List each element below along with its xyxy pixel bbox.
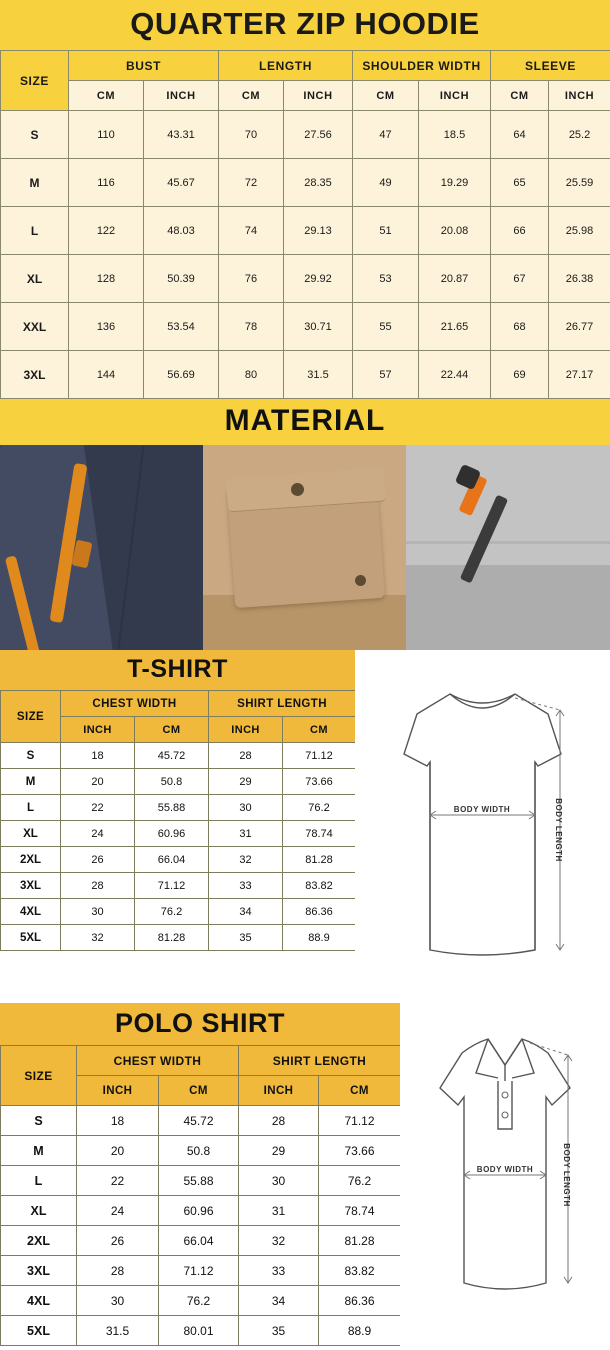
hoodie-unit-bust-cm: CM bbox=[69, 81, 144, 111]
polo-chest-inch: 28 bbox=[77, 1256, 159, 1286]
tshirt-length-inch: 28 bbox=[209, 743, 283, 769]
polo-col-chest: CHEST WIDTH bbox=[77, 1046, 239, 1076]
tshirt-length-cm: 78.74 bbox=[283, 821, 356, 847]
hoodie-bust-inch: 53.54 bbox=[144, 303, 219, 351]
hoodie-length-inch: 27.56 bbox=[284, 111, 353, 159]
table-row bbox=[1, 743, 356, 769]
tshirt-chest-cm: 55.88 bbox=[135, 795, 209, 821]
tshirt-title: T-SHIRT bbox=[0, 650, 355, 690]
table-row bbox=[1, 1316, 401, 1346]
tshirt-length-inch: 34 bbox=[209, 899, 283, 925]
tshirt-chest-inch: 18 bbox=[61, 743, 135, 769]
polo-body-length-label: BODY LENGTH bbox=[562, 1143, 571, 1207]
polo-unit-length-cm: CM bbox=[319, 1076, 401, 1106]
tshirt-chest-cm: 60.96 bbox=[135, 821, 209, 847]
table-row bbox=[1, 351, 610, 399]
polo-unit-chest-inch: INCH bbox=[77, 1076, 159, 1106]
hoodie-bust-inch: 50.39 bbox=[144, 255, 219, 303]
tshirt-size: M bbox=[1, 769, 61, 795]
polo-chest-inch: 20 bbox=[77, 1136, 159, 1166]
hoodie-shoulder-cm: 49 bbox=[353, 159, 419, 207]
tshirt-body-length-label: BODY LENGTH bbox=[554, 798, 563, 862]
table-row bbox=[1, 821, 356, 847]
polo-chest-inch: 26 bbox=[77, 1226, 159, 1256]
hoodie-bust-inch: 48.03 bbox=[144, 207, 219, 255]
polo-length-inch: 31 bbox=[239, 1196, 319, 1226]
polo-chest-inch: 31.5 bbox=[77, 1316, 159, 1346]
tshirt-size: S bbox=[1, 743, 61, 769]
hoodie-sleeve-cm: 64 bbox=[491, 111, 549, 159]
tshirt-size: L bbox=[1, 795, 61, 821]
tshirt-chest-cm: 45.72 bbox=[135, 743, 209, 769]
tshirt-unit-length-inch: INCH bbox=[209, 717, 283, 743]
hoodie-length-cm: 76 bbox=[219, 255, 284, 303]
hoodie-bust-cm: 122 bbox=[69, 207, 144, 255]
table-row bbox=[1, 1226, 401, 1256]
polo-length-inch: 33 bbox=[239, 1256, 319, 1286]
hoodie-shoulder-inch: 21.65 bbox=[419, 303, 491, 351]
polo-chest-cm: 76.2 bbox=[159, 1286, 239, 1316]
hoodie-length-cm: 80 bbox=[219, 351, 284, 399]
hoodie-shoulder-cm: 57 bbox=[353, 351, 419, 399]
hoodie-bust-cm: 128 bbox=[69, 255, 144, 303]
tshirt-chest-cm: 81.28 bbox=[135, 925, 209, 951]
polo-size: XL bbox=[1, 1196, 77, 1226]
polo-chest-inch: 30 bbox=[77, 1286, 159, 1316]
polo-body-width-label: BODY WIDTH bbox=[476, 1165, 534, 1174]
hoodie-unit-length-cm: CM bbox=[219, 81, 284, 111]
hoodie-length-inch: 28.35 bbox=[284, 159, 353, 207]
polo-length-cm: 73.66 bbox=[319, 1136, 401, 1166]
polo-chest-cm: 66.04 bbox=[159, 1226, 239, 1256]
tshirt-col-size: SIZE bbox=[1, 691, 61, 743]
polo-chest-cm: 55.88 bbox=[159, 1166, 239, 1196]
hoodie-length-cm: 74 bbox=[219, 207, 284, 255]
polo-diagram bbox=[400, 1003, 610, 1346]
polo-length-cm: 81.28 bbox=[319, 1226, 401, 1256]
polo-size: M bbox=[1, 1136, 77, 1166]
hoodie-sleeve-cm: 67 bbox=[491, 255, 549, 303]
navy-hoodie-drawstring-photo bbox=[0, 445, 203, 650]
hoodie-size: M bbox=[1, 159, 69, 207]
tshirt-length-cm: 76.2 bbox=[283, 795, 356, 821]
table-row bbox=[1, 1166, 401, 1196]
polo-size: 3XL bbox=[1, 1256, 77, 1286]
tshirt-chest-cm: 50.8 bbox=[135, 769, 209, 795]
table-row bbox=[1, 847, 356, 873]
table-row bbox=[1, 1256, 401, 1286]
table-row bbox=[1, 1286, 401, 1316]
polo-size: 4XL bbox=[1, 1286, 77, 1316]
polo-length-cm: 71.12 bbox=[319, 1106, 401, 1136]
hoodie-col-sleeve: SLEEVE bbox=[491, 51, 610, 81]
hoodie-shoulder-inch: 20.08 bbox=[419, 207, 491, 255]
table-row bbox=[1, 1106, 401, 1136]
polo-size: L bbox=[1, 1166, 77, 1196]
hoodie-size: XXL bbox=[1, 303, 69, 351]
polo-col-length: SHIRT LENGTH bbox=[239, 1046, 401, 1076]
tshirt-chest-cm: 71.12 bbox=[135, 873, 209, 899]
table-row bbox=[1, 899, 356, 925]
tshirt-length-inch: 33 bbox=[209, 873, 283, 899]
tshirt-length-inch: 32 bbox=[209, 847, 283, 873]
material-title: MATERIAL bbox=[0, 399, 610, 445]
tshirt-chest-inch: 32 bbox=[61, 925, 135, 951]
polo-unit-length-inch: INCH bbox=[239, 1076, 319, 1106]
polo-size: S bbox=[1, 1106, 77, 1136]
tshirt-length-cm: 73.66 bbox=[283, 769, 356, 795]
polo-length-inch: 28 bbox=[239, 1106, 319, 1136]
polo-chest-cm: 71.12 bbox=[159, 1256, 239, 1286]
hoodie-length-inch: 31.5 bbox=[284, 351, 353, 399]
hoodie-sleeve-inch: 26.38 bbox=[549, 255, 610, 303]
polo-col-size: SIZE bbox=[1, 1046, 77, 1106]
hoodie-length-cm: 70 bbox=[219, 111, 284, 159]
polo-length-inch: 32 bbox=[239, 1226, 319, 1256]
table-row bbox=[1, 925, 356, 951]
polo-chest-cm: 50.8 bbox=[159, 1136, 239, 1166]
polo-chest-inch: 24 bbox=[77, 1196, 159, 1226]
polo-chest-cm: 60.96 bbox=[159, 1196, 239, 1226]
table-row bbox=[1, 255, 610, 303]
table-row bbox=[1, 769, 356, 795]
material-photo-strip bbox=[0, 445, 610, 650]
tshirt-illustration bbox=[355, 650, 610, 995]
tshirt-length-cm: 71.12 bbox=[283, 743, 356, 769]
hoodie-length-cm: 78 bbox=[219, 303, 284, 351]
hoodie-sleeve-cm: 65 bbox=[491, 159, 549, 207]
hoodie-bust-cm: 116 bbox=[69, 159, 144, 207]
tshirt-size: 4XL bbox=[1, 899, 61, 925]
hoodie-col-bust: BUST bbox=[69, 51, 219, 81]
hoodie-size: XL bbox=[1, 255, 69, 303]
hoodie-shoulder-inch: 19.29 bbox=[419, 159, 491, 207]
tshirt-chest-cm: 66.04 bbox=[135, 847, 209, 873]
hoodie-length-inch: 30.71 bbox=[284, 303, 353, 351]
hoodie-unit-sleeve-inch: INCH bbox=[549, 81, 610, 111]
tshirt-col-chest: CHEST WIDTH bbox=[61, 691, 209, 717]
hoodie-unit-shoulder-inch: INCH bbox=[419, 81, 491, 111]
table-row bbox=[1, 1196, 401, 1226]
tshirt-length-inch: 29 bbox=[209, 769, 283, 795]
hoodie-length-cm: 72 bbox=[219, 159, 284, 207]
table-row bbox=[1, 159, 610, 207]
polo-chest-inch: 22 bbox=[77, 1166, 159, 1196]
hoodie-length-inch: 29.13 bbox=[284, 207, 353, 255]
tshirt-unit-chest-inch: INCH bbox=[61, 717, 135, 743]
hoodie-unit-shoulder-cm: CM bbox=[353, 81, 419, 111]
tshirt-body-width-label: BODY WIDTH bbox=[453, 805, 511, 814]
polo-chest-cm: 45.72 bbox=[159, 1106, 239, 1136]
tshirt-size: 2XL bbox=[1, 847, 61, 873]
hoodie-size: L bbox=[1, 207, 69, 255]
polo-length-cm: 86.36 bbox=[319, 1286, 401, 1316]
hoodie-sleeve-cm: 69 bbox=[491, 351, 549, 399]
table-row bbox=[1, 795, 356, 821]
polo-length-inch: 34 bbox=[239, 1286, 319, 1316]
tshirt-unit-chest-cm: CM bbox=[135, 717, 209, 743]
hoodie-shoulder-inch: 20.87 bbox=[419, 255, 491, 303]
tshirt-length-cm: 81.28 bbox=[283, 847, 356, 873]
tshirt-col-length: SHIRT LENGTH bbox=[209, 691, 356, 717]
hoodie-shoulder-cm: 55 bbox=[353, 303, 419, 351]
hoodie-sleeve-inch: 27.17 bbox=[549, 351, 610, 399]
tshirt-length-cm: 86.36 bbox=[283, 899, 356, 925]
tshirt-size: XL bbox=[1, 821, 61, 847]
hoodie-sleeve-inch: 25.2 bbox=[549, 111, 610, 159]
tshirt-chest-inch: 20 bbox=[61, 769, 135, 795]
polo-size: 5XL bbox=[1, 1316, 77, 1346]
table-row bbox=[1, 303, 610, 351]
hoodie-unit-bust-inch: INCH bbox=[144, 81, 219, 111]
polo-title: POLO SHIRT bbox=[0, 1003, 400, 1045]
hoodie-bust-inch: 56.69 bbox=[144, 351, 219, 399]
polo-length-cm: 78.74 bbox=[319, 1196, 401, 1226]
hoodie-length-inch: 29.92 bbox=[284, 255, 353, 303]
tshirt-chest-inch: 26 bbox=[61, 847, 135, 873]
tshirt-length-inch: 35 bbox=[209, 925, 283, 951]
table-row bbox=[1, 873, 356, 899]
polo-chest-cm: 80.01 bbox=[159, 1316, 239, 1346]
hoodie-sleeve-cm: 66 bbox=[491, 207, 549, 255]
hoodie-bust-cm: 144 bbox=[69, 351, 144, 399]
hoodie-sleeve-cm: 68 bbox=[491, 303, 549, 351]
hoodie-size-table bbox=[0, 50, 610, 399]
hoodie-col-shoulder: SHOULDER WIDTH bbox=[353, 51, 491, 81]
hoodie-unit-sleeve-cm: CM bbox=[491, 81, 549, 111]
tshirt-chest-inch: 30 bbox=[61, 899, 135, 925]
hoodie-shoulder-cm: 53 bbox=[353, 255, 419, 303]
polo-length-inch: 35 bbox=[239, 1316, 319, 1346]
hoodie-title: QUARTER ZIP HOODIE bbox=[0, 0, 610, 50]
hoodie-bust-cm: 136 bbox=[69, 303, 144, 351]
polo-section bbox=[0, 1003, 610, 1346]
polo-length-cm: 88.9 bbox=[319, 1316, 401, 1346]
polo-length-inch: 30 bbox=[239, 1166, 319, 1196]
table-row bbox=[1, 207, 610, 255]
hoodie-shoulder-inch: 18.5 bbox=[419, 111, 491, 159]
hoodie-shoulder-inch: 22.44 bbox=[419, 351, 491, 399]
hoodie-sleeve-inch: 25.59 bbox=[549, 159, 610, 207]
polo-size: 2XL bbox=[1, 1226, 77, 1256]
hoodie-bust-inch: 43.31 bbox=[144, 111, 219, 159]
grey-fleece-zipper-photo bbox=[406, 445, 610, 650]
hoodie-sleeve-inch: 25.98 bbox=[549, 207, 610, 255]
polo-length-cm: 83.82 bbox=[319, 1256, 401, 1286]
hoodie-size: S bbox=[1, 111, 69, 159]
tshirt-chest-inch: 22 bbox=[61, 795, 135, 821]
table-row bbox=[1, 111, 610, 159]
hoodie-bust-cm: 110 bbox=[69, 111, 144, 159]
tshirt-section bbox=[0, 650, 610, 995]
polo-chest-inch: 18 bbox=[77, 1106, 159, 1136]
polo-unit-chest-cm: CM bbox=[159, 1076, 239, 1106]
tshirt-length-cm: 88.9 bbox=[283, 925, 356, 951]
hoodie-unit-length-inch: INCH bbox=[284, 81, 353, 111]
tshirt-diagram bbox=[355, 650, 610, 995]
tshirt-chest-inch: 24 bbox=[61, 821, 135, 847]
tshirt-size: 3XL bbox=[1, 873, 61, 899]
tan-sleeve-pocket-photo bbox=[203, 445, 406, 650]
table-row bbox=[1, 1136, 401, 1166]
tshirt-chest-inch: 28 bbox=[61, 873, 135, 899]
tshirt-size-table bbox=[0, 690, 356, 951]
tshirt-size: 5XL bbox=[1, 925, 61, 951]
hoodie-sleeve-inch: 26.77 bbox=[549, 303, 610, 351]
polo-length-cm: 76.2 bbox=[319, 1166, 401, 1196]
hoodie-shoulder-cm: 47 bbox=[353, 111, 419, 159]
tshirt-length-inch: 30 bbox=[209, 795, 283, 821]
tshirt-unit-length-cm: CM bbox=[283, 717, 356, 743]
polo-size-table bbox=[0, 1045, 401, 1346]
hoodie-col-size: SIZE bbox=[1, 51, 69, 111]
hoodie-shoulder-cm: 51 bbox=[353, 207, 419, 255]
polo-illustration bbox=[400, 1003, 610, 1318]
hoodie-bust-inch: 45.67 bbox=[144, 159, 219, 207]
polo-length-inch: 29 bbox=[239, 1136, 319, 1166]
tshirt-chest-cm: 76.2 bbox=[135, 899, 209, 925]
hoodie-col-length: LENGTH bbox=[219, 51, 353, 81]
tshirt-length-cm: 83.82 bbox=[283, 873, 356, 899]
hoodie-size: 3XL bbox=[1, 351, 69, 399]
tshirt-length-inch: 31 bbox=[209, 821, 283, 847]
